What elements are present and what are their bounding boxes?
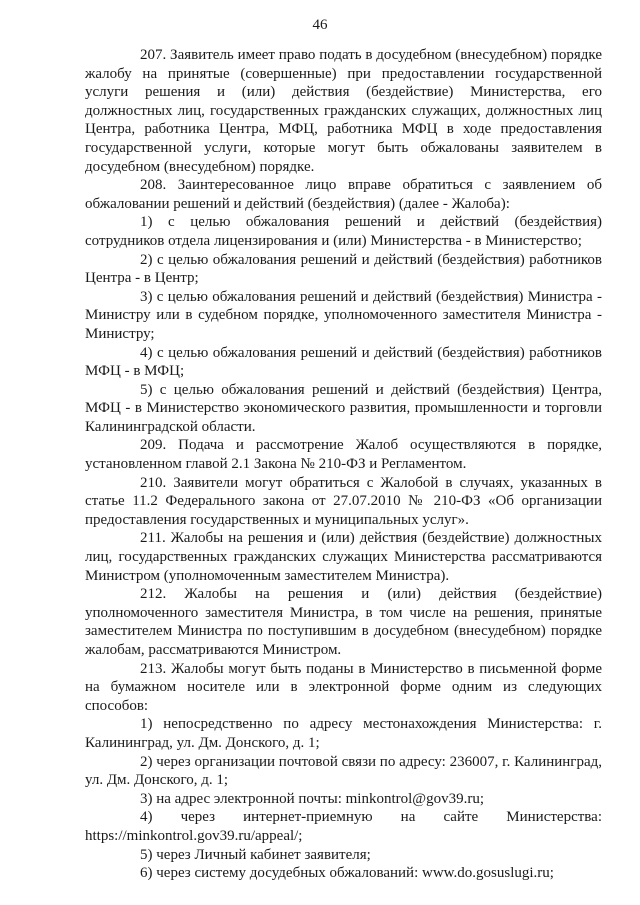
list-item-213-6: 6) через систему досудебных обжалований: www.do.gosuslugi.ru;: [140, 865, 554, 882]
paragraph-207: 207. Заявитель имеет право подать в досудебном (внесудебном) порядке жалобу на принятые (совершенные) при предоставлении государственной услуги решения и (или) действия (бездействие) Министерства, его должностных лиц, государственных гражданских служащих, должностных лиц Центра, работника Центра, МФЦ, работника МФЦ в ходе предоставления государственной услуги, которые могут быть обжалованы заявителем в досудебном (внесудебном) порядке.: [85, 47, 602, 175]
list-item-213-4: 4) через интернет-приемную на сайте Министерства: https://minkontrol.gov39.ru/appeal/;: [85, 809, 602, 844]
paragraph-213: 213. Жалобы могут быть поданы в Министерство в письменной форме на бумажном носителе или в электронной форме одним из следующих способов:: [85, 660, 602, 714]
list-item-208-3: 3) с целью обжалования решений и действий (бездействия) Министра - Министру или в судебном порядке, уполномоченного заместителя Министра - Министру;: [85, 288, 602, 342]
list-item-208-5: 5) с целью обжалования решений и действий (бездействия) Центра, МФЦ - в Министерство экономического развития, промышленности и торговли Калининградской области.: [85, 381, 602, 435]
paragraph-209: 209. Подача и рассмотрение Жалоб осуществляются в порядке, установленном главой 2.1 Закона № 210-ФЗ и Регламентом.: [85, 437, 602, 473]
list-item-208-1: 1) с целью обжалования решений и действий (бездействия) сотрудников отдела лицензирования и (или) Министерства - в Министерство;: [85, 214, 602, 249]
page-number: 46: [312, 17, 328, 33]
paragraph-210: 210. Заявители могут обратиться с Жалобой в случаях, указанных в статье 11.2 Федерального закона от 27.07.2010 № 210-ФЗ «Об организации предоставления государственных и муниципальных услуг».: [85, 474, 602, 528]
list-item-213-2: 2) через организации почтовой связи по адресу: 236007, г. Калининград, ул. Дм. Донского, д. 1;: [85, 753, 602, 789]
list-item-208-4: 4) с целью обжалования решений и действий (бездействия) работников МФЦ - в МФЦ;: [85, 344, 602, 380]
list-item-213-5: 5) через Личный кабинет заявителя;: [140, 846, 371, 863]
document-body: [85, 46, 602, 883]
paragraph-211: 211. Жалобы на решения и (или) действия (бездействие) должностных лиц, государственных гражданских служащих Министерства рассматриваются Министром (уполномоченным заместителем Министра).: [85, 530, 602, 584]
paragraph-208: 208. Заинтересованное лицо вправе обратиться с заявлением об обжаловании решений и действий (бездействия) (далее - Жалоба):: [85, 177, 602, 212]
paragraph-212: 212. Жалобы на решения и (или) действия (бездействие) уполномоченного заместителя Министра, в том числе на решения, принятые заместителем Министра по поступившим в досудебном (внесудебном) порядке жалобам, рассматриваются Министром.: [85, 586, 602, 658]
list-item-213-3: 3) на адрес электронной почты: minkontrol@gov39.ru;: [140, 790, 485, 807]
list-item-208-2: 2) с целью обжалования решений и действий (бездействия) работников Центра - в Центр;: [85, 251, 602, 287]
list-item-213-1: 1) непосредственно по адресу местонахождения Министерства: г. Калининград, ул. Дм. Донского, д. 1;: [85, 716, 602, 751]
